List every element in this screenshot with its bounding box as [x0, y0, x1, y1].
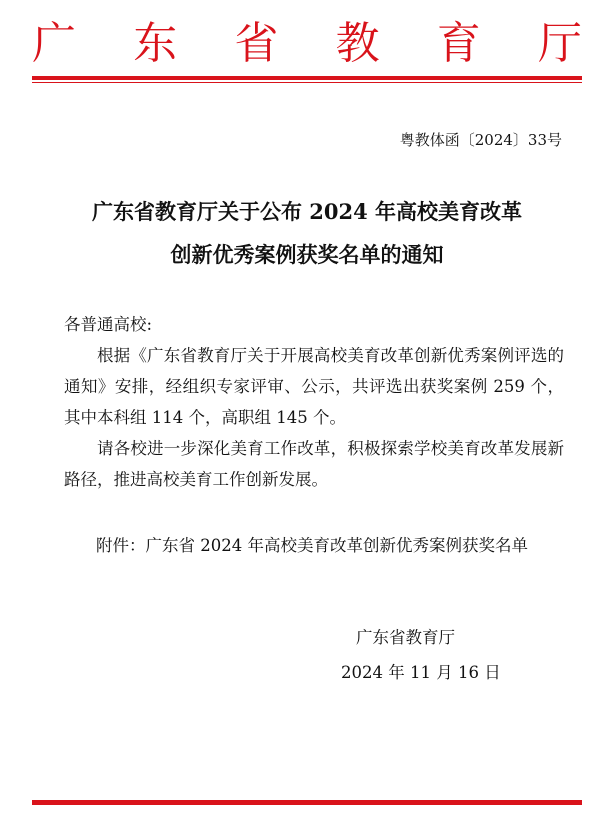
masthead-char: 育: [436, 18, 481, 69]
signature-org: 广东省教育厅: [356, 628, 455, 647]
attachment-note: 附件：广东省 2024 年高校美育改革创新优秀案例获奖名单: [96, 536, 528, 555]
signature-date: 2024 年 11 月 16 日: [341, 663, 501, 682]
document-title-line-2: 创新优秀案例获奖名单的通知: [170, 242, 444, 267]
masthead: [32, 16, 582, 72]
masthead-char: 厅: [537, 18, 582, 69]
masthead-char: 广: [32, 18, 76, 69]
document-title-line-1: 广东省教育厅关于公布 2024 年高校美育改革: [91, 199, 523, 224]
header-rule-thick: [32, 76, 582, 80]
footer-rule: [32, 800, 582, 805]
document-number: 粤教体函〔2024〕33号: [399, 131, 562, 149]
paragraph-2: 请各校进一步深化美育工作改革，积极探索学校美育改革发展新路径，推进高校美育工作创新发展。: [64, 439, 564, 489]
document-body: [64, 309, 564, 495]
salutation: 各普通高校:: [64, 315, 153, 334]
header-rule-thin: [32, 82, 582, 83]
masthead-char: 东: [133, 18, 178, 69]
masthead-char: 教: [335, 18, 380, 69]
masthead-char: 省: [234, 18, 279, 69]
paragraph-1: 根据《广东省教育厅关于开展高校美育改革创新优秀案例评选的通知》安排，经组织专家评审、公示，共评选出获奖案例 259 个，其中本科组 114 个，高职组 145 个。: [64, 346, 564, 427]
